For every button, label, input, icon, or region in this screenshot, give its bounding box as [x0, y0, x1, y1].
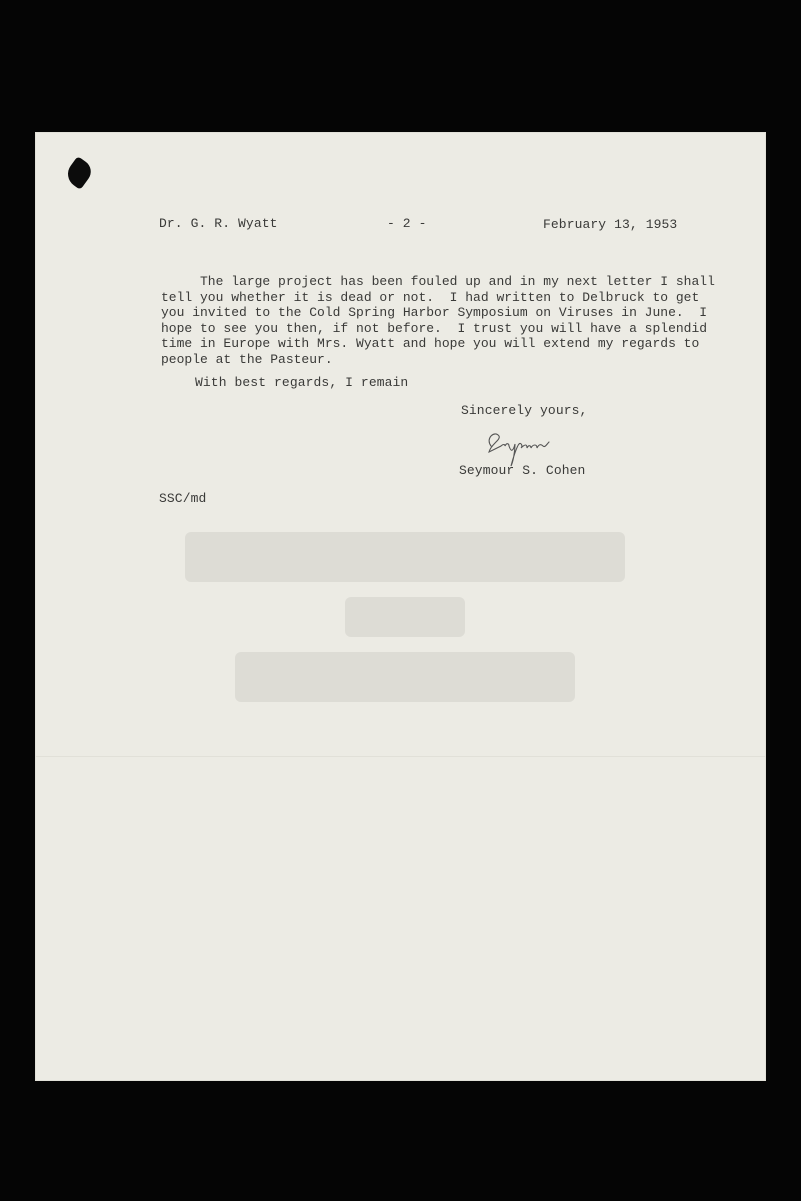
page-number: - 2 - — [387, 216, 427, 231]
typed-signature-name: Seymour S. Cohen — [459, 463, 586, 478]
body-line: The large project has been fouled up and in my next letter I shall — [161, 274, 715, 289]
paper-corner-damage — [62, 156, 95, 190]
body-line: you invited to the Cold Spring Harbor Symposium on Viruses in June. I — [161, 305, 708, 321]
letterhead-bleed-through — [175, 522, 635, 712]
letter-body — [161, 274, 721, 368]
recipient-line: Dr. G. R. Wyatt — [159, 216, 278, 231]
closing-line: With best regards, I remain — [195, 375, 409, 390]
body-line: hope to see you then, if not before. I trust you will have a splendid — [161, 320, 708, 336]
paper-fold-line — [35, 756, 766, 757]
reference-initials: SSC/md — [159, 491, 207, 506]
sign-off: Sincerely yours, — [461, 403, 588, 418]
body-line: time in Europe with Mrs. Wyatt and hope you will extend my regards to — [161, 336, 700, 352]
letter-page — [35, 132, 766, 1081]
body-line: tell you whether it is dead or not. I had written to Delbruck to get — [161, 289, 700, 305]
body-line: people at the Pasteur. — [161, 351, 333, 367]
letter-date: February 13, 1953 — [543, 217, 678, 232]
